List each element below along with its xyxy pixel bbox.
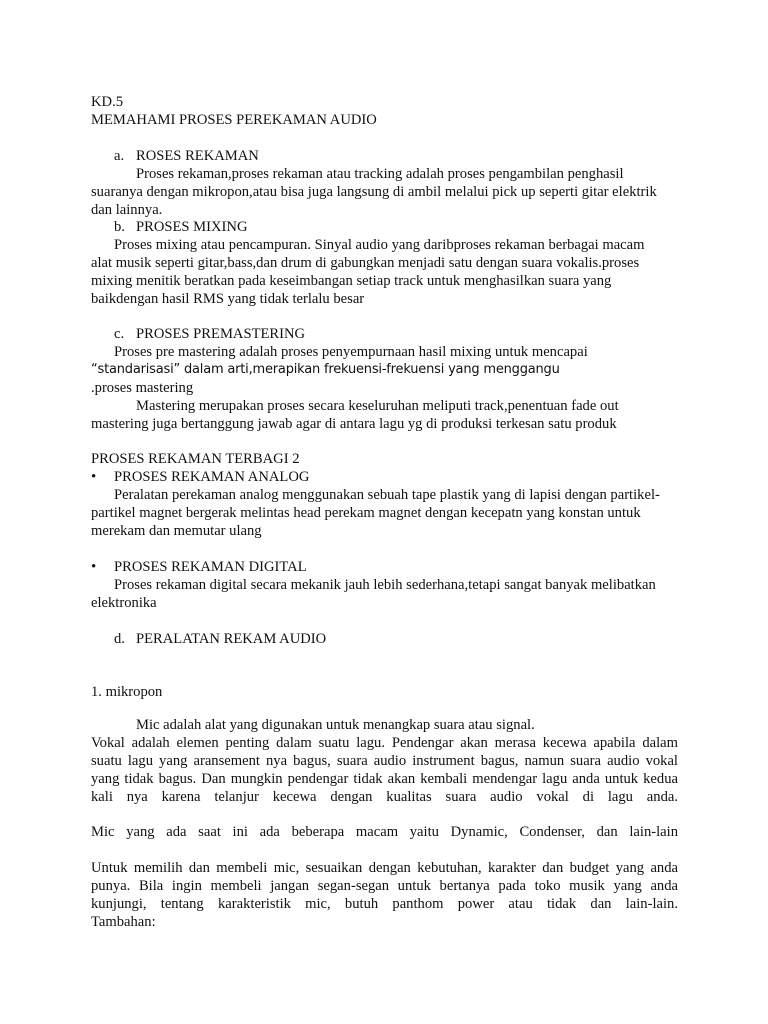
section-a-marker: a. [114,148,125,164]
analog-text: partikel magnet bergerak melintas head perekam magnet dengan kecepatn yang konstan untuk [91,505,641,521]
mikropon-text: yang tidak bagus. Dan mungkin pendengar tidak akan kembali mendengar lagu anda untuk kedua [91,771,678,787]
section-c-text: Proses pre mastering adalah proses penyempurnaan hasil mixing untuk mencapai [114,344,588,360]
section-c-marker: c. [114,326,125,342]
mikropon-heading: 1. mikropon [91,684,163,700]
section-b-text: baikdengan hasil RMS yang tidak terlalu besar [91,291,365,307]
section-c-text: mastering juga bertanggung jawab agar di antara lagu yg di produksi terkesan satu produk [91,416,617,432]
bullet-icon: • [91,559,97,575]
mikropon-text: Untuk memilih dan membeli mic, sesuaikan dengan kebutuhan, karakter dan budget yang anda [91,860,678,876]
mikropon-text: punya. Bila ingin membeli jangan segan-segan untuk bertanya pada toko musik yang anda [91,878,678,894]
section-d-marker: d. [114,631,125,647]
section-b-heading: PROSES MIXING [136,219,248,235]
digital-text: elektronika [91,595,157,611]
section-c-text: “standarisasi” dalam arti,merapikan frekuensi-frekuensi yang menggangu [91,362,560,377]
bullet-icon: • [91,469,97,485]
section-a-heading: ROSES REKAMAN [136,148,259,164]
section-d-heading: PERALATAN REKAM AUDIO [136,631,327,647]
mikropon-text: Tambahan: [91,914,156,930]
analog-heading: PROSES REKAMAN ANALOG [114,469,310,485]
mikropon-text: kali nya karena telanjur kecewa dengan kualitas suara audio vokal di lagu anda. [91,789,678,805]
section-a-text: suaranya dengan mikropon,atau bisa juga langsung di ambil melalui pick up seperti gitar elektrik [91,184,657,200]
section-c-heading: PROSES PREMASTERING [136,326,306,342]
mikropon-text: kunjungi, tentang karakteristik mic, butuh panthom power atau tidak dan lain-lain. [91,896,678,912]
document-title: MEMAHAMI PROSES PEREKAMAN AUDIO [91,112,377,128]
mikropon-text: Vokal adalah elemen penting dalam suatu lagu. Pendengar akan merasa kecewa apabila dalam [91,735,678,751]
kd-label: KD.5 [91,94,124,110]
section-a-text: Proses rekaman,proses rekaman atau tracking adalah proses pengambilan penghasil [136,166,624,182]
analog-text: Peralatan perekaman analog menggunakan sebuah tape plastik yang di lapisi dengan partikel- [114,487,660,503]
section-b-text: mixing menitik beratkan pada keseimbangan setiap track untuk menghasilkan suara yang [91,273,612,289]
mikropon-text: suatu lagu yang aransement nya bagus, suara audio instrument bagus, namun suara audio vokal [91,753,678,769]
section-b-text: Proses mixing atau pencampuran. Sinyal audio yang daribproses rekaman berbagai macam [114,237,645,253]
section-c-text: .proses mastering [91,380,194,396]
section-c-text: Mastering merupakan proses secara keseluruhan meliputi track,penentuan fade out [136,398,619,414]
analog-text: merekam dan memutar ulang [91,523,262,539]
terbagi-heading: PROSES REKAMAN TERBAGI 2 [91,451,300,467]
section-b-marker: b. [114,219,125,235]
mikropon-types-text: Mic yang ada saat ini ada beberapa macam yaitu Dynamic, Condenser, dan lain-lain [91,824,678,840]
digital-text: Proses rekaman digital secara mekanik jauh lebih sederhana,tetapi sangat banyak melibatkan [114,577,656,593]
section-a-text: dan lainnya. [91,202,163,218]
mikropon-intro: Mic adalah alat yang digunakan untuk menangkap suara atau signal. [136,717,535,733]
digital-heading: PROSES REKAMAN DIGITAL [114,559,307,575]
section-b-text: alat musik seperti gitar,bass,dan drum di gabungkan menjadi satu dengan suara vokalis.proses [91,255,640,271]
